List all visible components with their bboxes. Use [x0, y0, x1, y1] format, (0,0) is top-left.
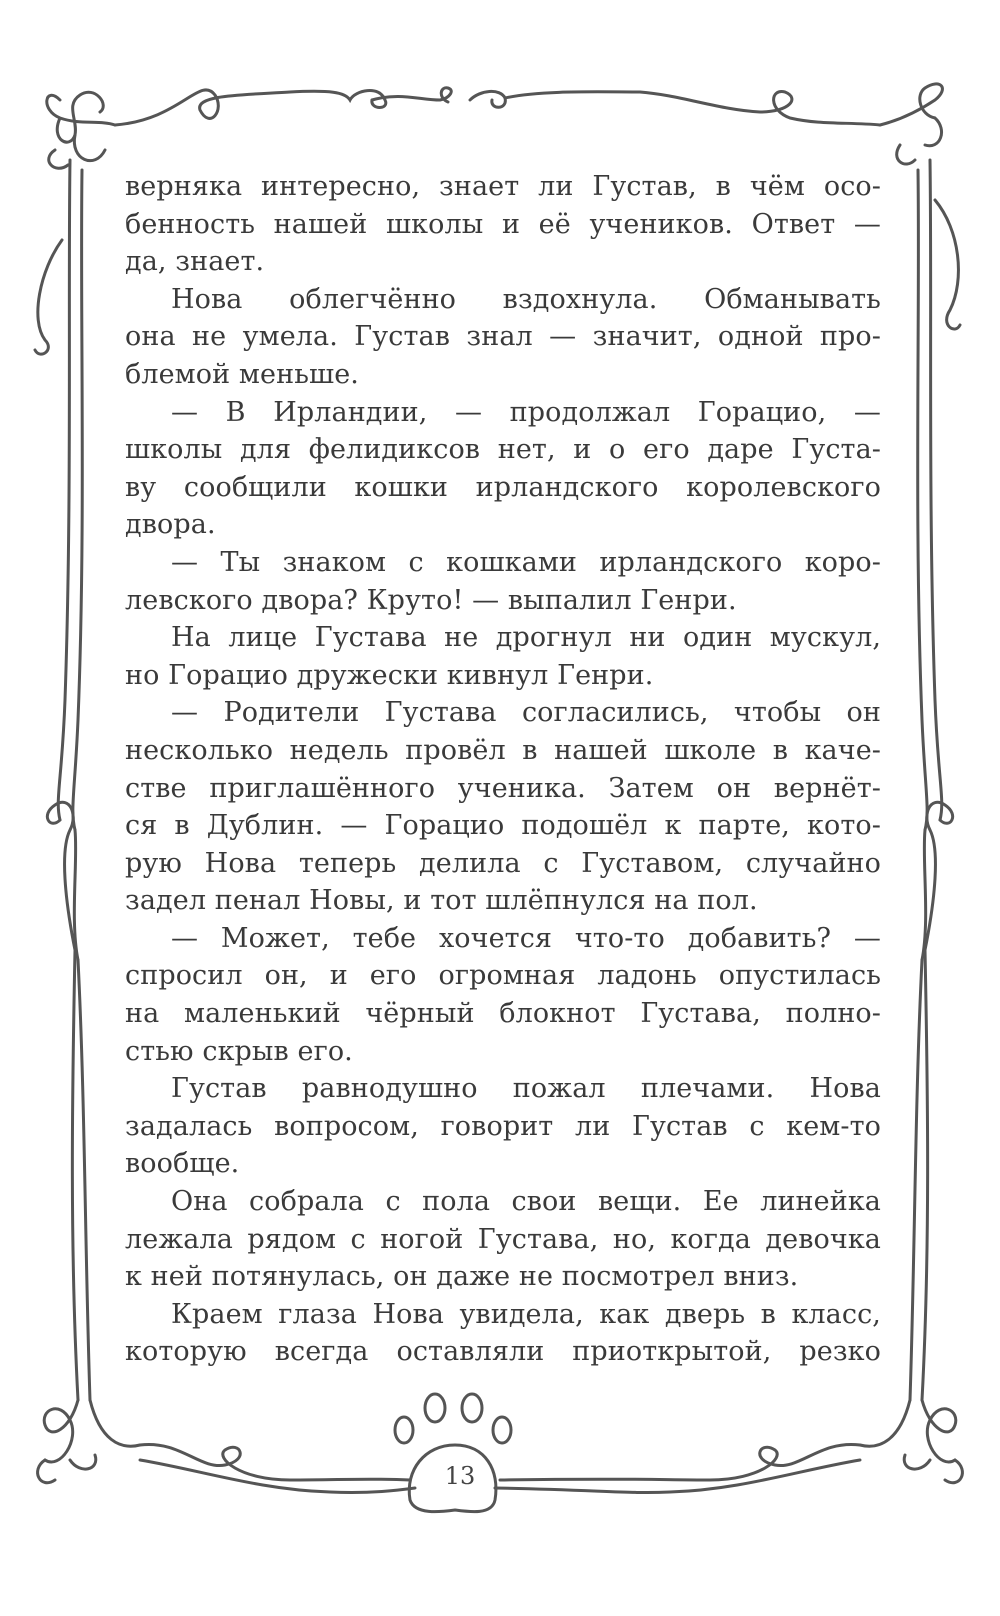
- right-border: [930, 160, 942, 820]
- text-line: которую всегда оставляли приоткрытой, резко: [125, 1336, 881, 1368]
- text-line: задел пенал Новы, и тот шлёпнулся на пол.: [125, 885, 758, 917]
- text-line: спросил он, и его огромная ладонь опустилась: [125, 960, 881, 992]
- top-border-center: [372, 88, 505, 107]
- text-line: вообще.: [125, 1148, 240, 1180]
- right-border-flourish-top: [935, 200, 960, 329]
- text-line: блемой меньше.: [125, 358, 359, 390]
- text-line: ся в Дублин. — Горацио подошёл к парте, кото-: [125, 810, 881, 842]
- left-border: [58, 160, 70, 820]
- body-text: [125, 168, 881, 1371]
- text-line: На лице Густава не дрогнул ни один мускул,: [171, 622, 881, 654]
- top-border-right: [505, 92, 880, 125]
- corner-knot-bottom-right: [860, 1400, 956, 1462]
- paw-toe-3: [462, 1394, 482, 1422]
- left-border-flourish-top: [35, 240, 62, 354]
- corner-knot-bottom-left: [44, 1400, 140, 1462]
- corner-knot-top-right: [880, 84, 942, 164]
- text-line: левского двора? Круто! — выпалил Генри.: [125, 584, 737, 616]
- text-line: задалась вопросом, говорит ли Густав с кем-то: [125, 1110, 881, 1142]
- text-line: она не умела. Густав знал — значит, одной про-: [125, 321, 881, 353]
- text-line: лежала рядом с ногой Густава, но, когда девочка: [125, 1223, 881, 1255]
- text-line: Густав равнодушно пожал плечами. Нова: [171, 1073, 881, 1105]
- bottom-border-left: [140, 1444, 410, 1480]
- text-line: стью скрыв его.: [125, 1035, 353, 1067]
- text-line: — Может, тебе хочется что-то добавить? —: [171, 922, 881, 954]
- text-line: но Горацио дружески кивнул Генри.: [125, 659, 654, 691]
- text-line: школы для фелидиксов нет, и о его даре Густа-: [125, 434, 881, 466]
- text-line: к ней потянулась, он даже не посмотрел вниз.: [125, 1261, 799, 1293]
- text-line: — Родители Густава согласились, чтобы он: [171, 697, 881, 729]
- corner-knot-top-left: [47, 92, 115, 142]
- text-line: двора.: [125, 509, 216, 541]
- text-line: на маленький чёрный блокнот Густава, полно-: [125, 998, 881, 1030]
- left-border-flourish-mid: [47, 802, 75, 950]
- paw-toe-1: [395, 1417, 413, 1443]
- text-line: бенность нашей школы и её учеников. Ответ —: [125, 208, 881, 240]
- text-line: ву сообщили кошки ирландского королевского: [125, 471, 881, 503]
- text-line: — Ты знаком с кошками ирландского коро-: [171, 546, 881, 578]
- page-number: 13: [444, 1462, 476, 1490]
- text-line: Краем глаза Нова увидела, как дверь в класс,: [171, 1298, 881, 1330]
- text-line: да, знает.: [125, 246, 265, 278]
- paw-toe-4: [493, 1417, 511, 1443]
- text-line: стве приглашённого ученика. Затем он вернёт-: [125, 772, 881, 804]
- text-line: верняка интересно, знает ли Густав, в чём осо-: [125, 171, 881, 202]
- text-line: несколько недель провёл в нашей школе в каче-: [125, 734, 881, 766]
- text-line: рую Нова теперь делила с Густавом, случайно: [125, 847, 881, 879]
- text-line: Она собрала с пола свои вещи. Ее линейка: [171, 1186, 881, 1218]
- text-line: Нова облегчённо вздохнула. Обманывать: [171, 283, 881, 315]
- text-line: — В Ирландии, — продолжал Горацио, —: [171, 396, 881, 428]
- right-border-flourish-mid: [925, 802, 953, 950]
- paw-toe-2: [425, 1394, 445, 1422]
- bottom-border-right: [500, 1444, 860, 1480]
- top-border: [115, 90, 386, 125]
